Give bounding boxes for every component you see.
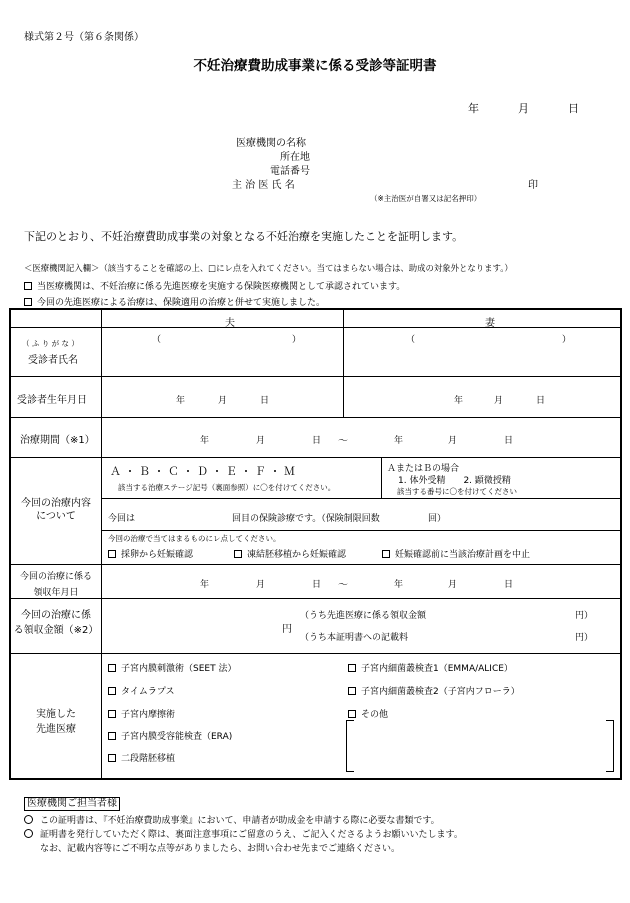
- check-cancelled: 妊娠確認前に当該治療計画を中止: [382, 547, 530, 560]
- notice-header: ＜医療機関記入欄＞（該当することを確認の上、□にレ点を入れてください。当てはまらない場合は、助成の対象外となります。）: [24, 263, 513, 273]
- checkbox[interactable]: [108, 664, 116, 672]
- certify-text: 下記のとおり、不妊治療費助成事業の対象となる不妊治療を実施したことを証明します。: [24, 230, 464, 243]
- period-start-month: 月: [256, 436, 266, 446]
- checkbox[interactable]: [108, 732, 116, 740]
- institution-phone-label: 電話番号: [270, 166, 310, 177]
- checkbox[interactable]: [348, 710, 356, 718]
- checkbox[interactable]: [24, 282, 32, 290]
- seal-note: （※主治医が自署又は記名押印）: [370, 194, 482, 203]
- husband-birth-month: 月: [218, 396, 228, 406]
- checkbox[interactable]: [108, 710, 116, 718]
- period-end-year: 年: [394, 436, 404, 446]
- date-year: 年: [468, 102, 479, 115]
- checkbox[interactable]: [108, 550, 116, 558]
- checkbox[interactable]: [382, 550, 390, 558]
- doctor-name-label: 主 治 医 氏 名: [232, 180, 295, 191]
- date-day: 日: [568, 102, 579, 115]
- period-end-day: 日: [504, 436, 514, 446]
- ab-case-label: ＡまたはＢの場合: [387, 464, 460, 474]
- checkbox[interactable]: [24, 298, 32, 306]
- husband-birth-day: 日: [260, 396, 270, 406]
- receipt-end-day: 日: [504, 580, 514, 590]
- footer-item-1: この証明書は、『不妊治療費助成事業』において、申請者が助成金を申請する際に必要な書類です。: [24, 813, 440, 826]
- date-month: 月: [518, 102, 529, 115]
- institution-name-label: 医療機関の名称: [236, 138, 306, 149]
- other-bracket-right: [606, 720, 614, 772]
- this-time-label: 今回は: [108, 514, 136, 524]
- wife-birth-day: 日: [536, 396, 546, 406]
- period-start-year: 年: [200, 436, 210, 446]
- wife-birth-year: 年: [454, 396, 464, 406]
- adv-emma-alice: 子宮内細菌叢検査1（EMMA/ALICE）: [348, 661, 513, 674]
- advanced-label-2: 先進医療: [36, 724, 76, 735]
- receipt-start-day: 日: [312, 580, 322, 590]
- adv-seet: 子宮内膜刺激術（SEET 法）: [108, 661, 236, 674]
- footer-item-2: 証明書を発行していただく際は、裏面注意事項にご留意のうえ、ご記入くださるようお願いいたします。: [24, 827, 463, 840]
- receipt-amount-label-2: る領収金額（※2）: [13, 625, 99, 636]
- checkbox[interactable]: [348, 687, 356, 695]
- circle-icon: [24, 829, 33, 838]
- husband-birth-year: 年: [176, 396, 186, 406]
- furigana-label: （ ふ り が な ）: [22, 339, 79, 348]
- col-husband: 夫: [225, 318, 235, 329]
- col-wife: 妻: [485, 318, 495, 329]
- wife-birth-month: 月: [494, 396, 504, 406]
- cert-fee-yen: 円）: [575, 633, 594, 643]
- institution-address-label: 所在地: [280, 152, 310, 163]
- adv-era: 子宮内膜受容能検査（ERA): [108, 729, 232, 742]
- period-tilde: ～: [338, 436, 348, 447]
- adv-timelapse: タイムラプス: [108, 684, 174, 697]
- footer-contact: なお、記載内容等にご不明な点等がありましたら、お問い合わせ先までご連絡ください。: [40, 844, 401, 854]
- receipt-end-month: 月: [448, 580, 458, 590]
- advanced-amount-label: （うち先進医療に係る領収金額: [300, 611, 427, 621]
- receipt-date-label-2: 領収年月日: [33, 588, 79, 598]
- wife-paren-open: （: [406, 335, 416, 345]
- receipt-date-label-1: 今回の治療に係る: [19, 572, 92, 582]
- notice-item-1: 当医療機関は、不妊治療に係る先進医療を実施する保険医療機関として承認されています。: [24, 279, 405, 292]
- other-input[interactable]: [356, 722, 604, 770]
- receipt-end-year: 年: [394, 580, 404, 590]
- ab-options[interactable]: 1. 体外受精 2. 顕微授精: [398, 476, 511, 486]
- birthdate-label: 受診者生年月日: [17, 395, 87, 406]
- wife-paren-close: ）: [562, 335, 572, 345]
- page-title: 不妊治療費助成事業に係る受診等証明書: [193, 58, 437, 74]
- adv-other: その他: [348, 707, 388, 720]
- husband-paren-close: ）: [292, 335, 302, 345]
- other-bracket-left: [346, 720, 354, 772]
- treatment-label: 今回の治療内容 について: [21, 498, 91, 522]
- stage-note: 該当する治療ステージ記号（裏面参照）に〇を付けてください。: [118, 483, 336, 492]
- form-number: 様式第２号（第６条関係）: [24, 32, 144, 43]
- treatment-stages[interactable]: Ａ ・ Ｂ ・ Ｃ ・ Ｄ ・ Ｅ ・ Ｆ ・ Ｍ: [110, 465, 295, 478]
- receipt-start-year: 年: [200, 580, 210, 590]
- period-start-day: 日: [312, 436, 322, 446]
- husband-paren-open: （: [152, 335, 162, 345]
- receipt-tilde: ～: [338, 580, 348, 591]
- check-frozen-transfer: 凍結胚移植から妊娠確認: [234, 547, 346, 560]
- patient-name-label: 受診者氏名: [28, 355, 78, 366]
- advanced-amount-yen: 円）: [575, 611, 594, 621]
- checkbox[interactable]: [108, 754, 116, 762]
- receipt-amount-label-1: 今回の治療に係: [21, 610, 91, 621]
- period-end-month: 月: [448, 436, 458, 446]
- period-label: 治療期間（※1）: [20, 435, 95, 446]
- insurance-close: 回）: [428, 514, 447, 524]
- checkbox[interactable]: [108, 687, 116, 695]
- applicable-note: 今回の治療で当てはまるものにレ点してください。: [108, 534, 281, 543]
- notice-item-2: 今回の先進医療による治療は、保険適用の治療と併せて実施しました。: [24, 295, 325, 308]
- ab-note: 該当する番号に〇を付けてください: [397, 487, 517, 496]
- footer-header: 医療機関ご担当者様: [24, 797, 120, 811]
- seal-mark: 印: [528, 180, 538, 191]
- adv-scratching: 子宮内摩擦術: [108, 707, 175, 720]
- receipt-start-month: 月: [256, 580, 266, 590]
- check-retrieval: 採卵から妊娠確認: [108, 547, 193, 560]
- checkbox[interactable]: [348, 664, 356, 672]
- circle-icon: [24, 815, 33, 824]
- adv-two-step: 二段階胚移植: [108, 751, 175, 764]
- advanced-label-1: 実施した: [36, 709, 76, 720]
- adv-flora: 子宮内細菌叢検査2（子宮内フローラ）: [348, 684, 520, 697]
- cert-fee-label: （うち本証明書への記載料: [300, 633, 409, 643]
- insurance-text: 回目の保険診療です。（保険制限回数: [232, 514, 380, 524]
- checkbox[interactable]: [234, 550, 242, 558]
- receipt-amount-yen: 円: [282, 624, 292, 635]
